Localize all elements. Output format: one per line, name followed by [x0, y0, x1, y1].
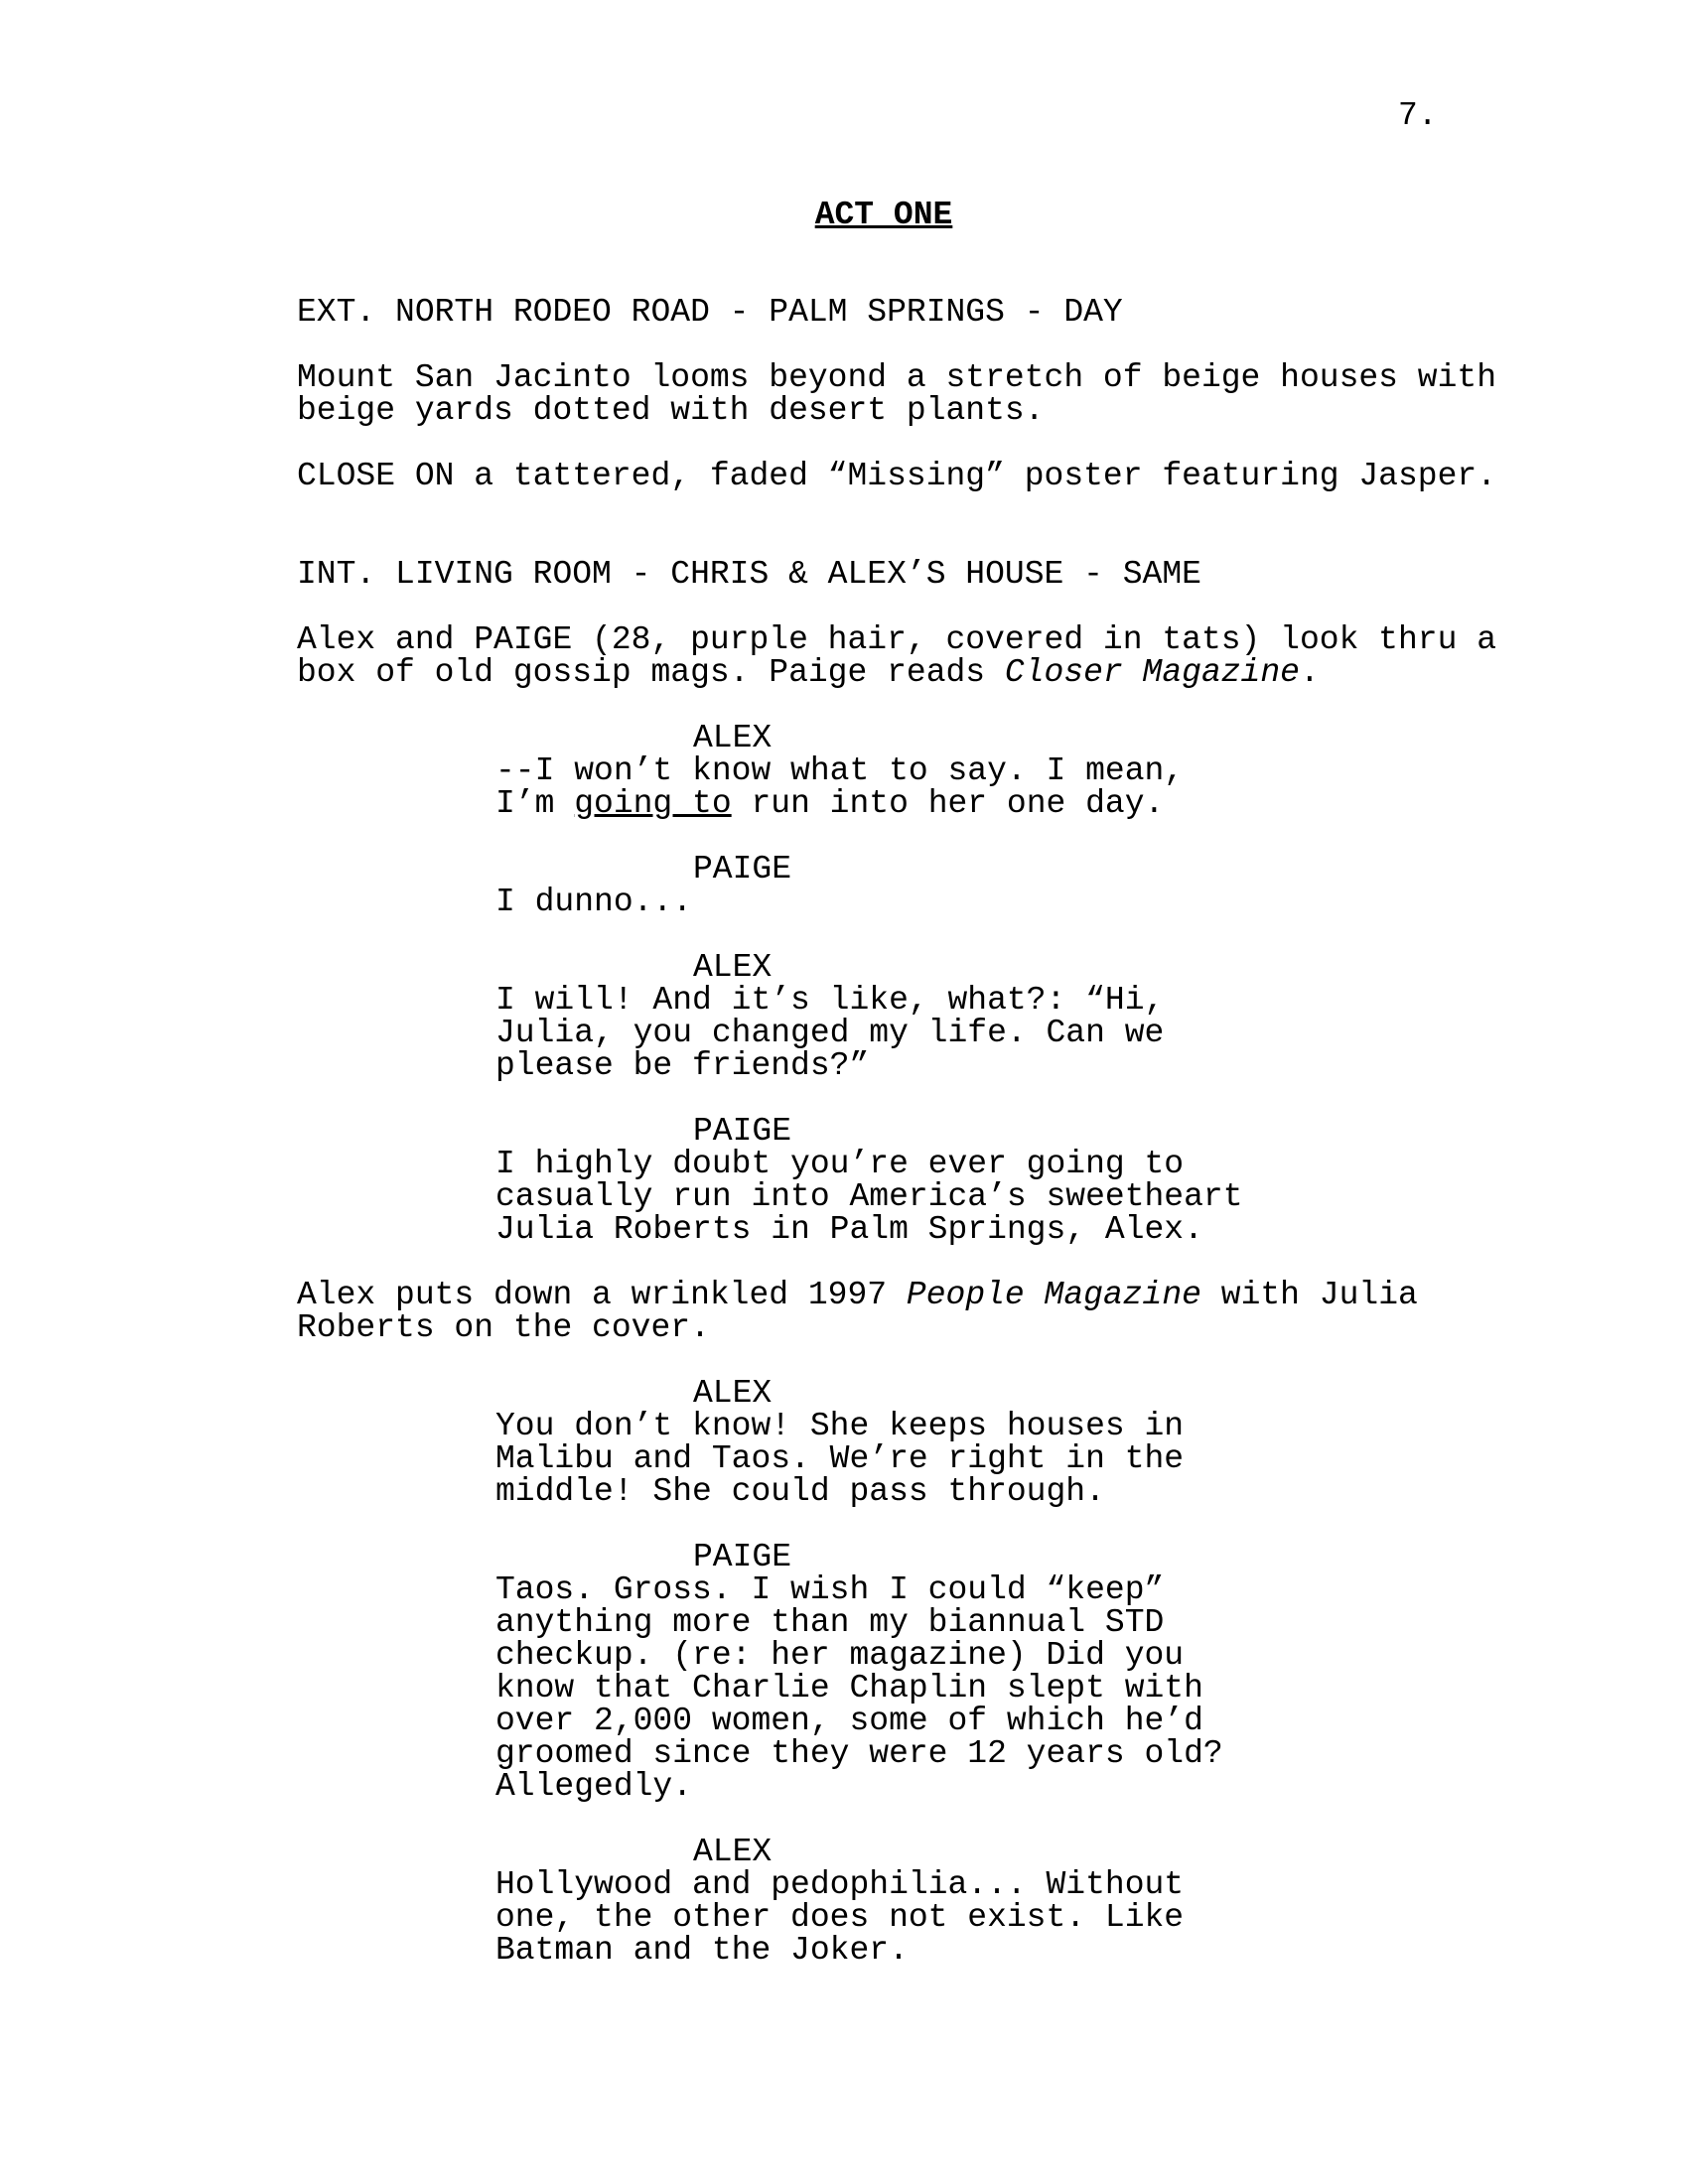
dialogue-line: Julia Roberts in Palm Springs, Alex.: [495, 1211, 1203, 1248]
dialogue-line: Hollywood and pedophilia... Without: [495, 1866, 1185, 1903]
character-name: ALEX: [693, 1375, 773, 1412]
dialogue-line: groomed since they were 12 years old?: [495, 1735, 1223, 1772]
dialogue-line: over 2,000 women, some of which he’d: [495, 1703, 1203, 1739]
act-title: ACT ONE: [814, 197, 953, 233]
dialogue-line: casually run into America’s sweetheart: [495, 1178, 1243, 1215]
dialogue-line: anything more than my biannual STD: [495, 1604, 1165, 1641]
dialogue-line: I highly doubt you’re ever going to: [495, 1146, 1185, 1182]
action-line: Alex and PAIGE (28, purple hair, covered in tats) look thru a: [297, 621, 1496, 658]
scene-heading-1: EXT. NORTH RODEO ROAD - PALM SPRINGS - DAY: [297, 294, 1123, 331]
action-paragraph: [297, 1279, 1418, 1344]
dialogue-text: [495, 886, 692, 918]
action-line: beige yards dotted with desert plants.: [297, 392, 1045, 429]
dialogue-line: know that Charlie Chaplin slept with: [495, 1670, 1203, 1706]
scene-heading-2: INT. LIVING ROOM - CHRIS & ALEX’S HOUSE - SAME: [297, 556, 1201, 593]
dialogue-text: [495, 984, 1164, 1082]
dialogue-text: [495, 1410, 1184, 1508]
dialogue-line: one, the other does not exist. Like: [495, 1899, 1185, 1936]
character-name: PAIGE: [693, 851, 792, 887]
magazine-title: Closer Magazine: [1004, 654, 1300, 691]
dialogue-line: I will! And it’s like, what?: “Hi,: [495, 982, 1165, 1019]
dialogue-line: please be friends?”: [495, 1047, 870, 1084]
dialogue-line: middle! She could pass through.: [495, 1473, 1105, 1510]
action-line: box of old gossip mags. Paige reads Closer Magazine.: [297, 654, 1320, 691]
dialogue-line: Malibu and Taos. We’re right in the: [495, 1440, 1185, 1477]
character-name: ALEX: [693, 1834, 773, 1870]
action-paragraph: [297, 623, 1496, 689]
action-line: Alex puts down a wrinkled 1997 People Magazine with Julia: [297, 1277, 1418, 1313]
character-name: PAIGE: [693, 1113, 792, 1150]
character-name: ALEX: [693, 720, 773, 756]
dialogue-line: I’m going to run into her one day.: [495, 785, 1165, 822]
emphasis-underline: going to: [574, 785, 732, 822]
dialogue-text: [495, 1573, 1223, 1803]
character-name: PAIGE: [693, 1539, 792, 1575]
dialogue-line: You don’t know! She keeps houses in: [495, 1408, 1185, 1444]
action-paragraph: [297, 361, 1496, 427]
action-paragraph: CLOSE ON a tattered, faded “Missing” poster featuring Jasper.: [297, 458, 1496, 494]
character-name: ALEX: [693, 949, 773, 986]
dialogue-line: Batman and the Joker.: [495, 1932, 909, 1969]
dialogue-text: [495, 1868, 1184, 1967]
dialogue-line: Taos. Gross. I wish I could “keep”: [495, 1571, 1165, 1608]
dialogue-line: Allegedly.: [495, 1768, 693, 1805]
dialogue-line: checkup. (re: her magazine) Did you: [495, 1637, 1185, 1674]
page-number: 7.: [1398, 97, 1438, 134]
magazine-title: People Magazine: [906, 1277, 1201, 1313]
dialogue-line: --I won’t know what to say. I mean,: [495, 752, 1185, 789]
dialogue-line: I dunno...: [495, 884, 693, 920]
dialogue-text: [495, 1148, 1243, 1246]
dialogue-text: [495, 754, 1184, 820]
action-line: Mount San Jacinto looms beyond a stretch of beige houses with: [297, 359, 1496, 396]
action-line: Roberts on the cover.: [297, 1309, 710, 1346]
dialogue-line: Julia, you changed my life. Can we: [495, 1015, 1165, 1051]
